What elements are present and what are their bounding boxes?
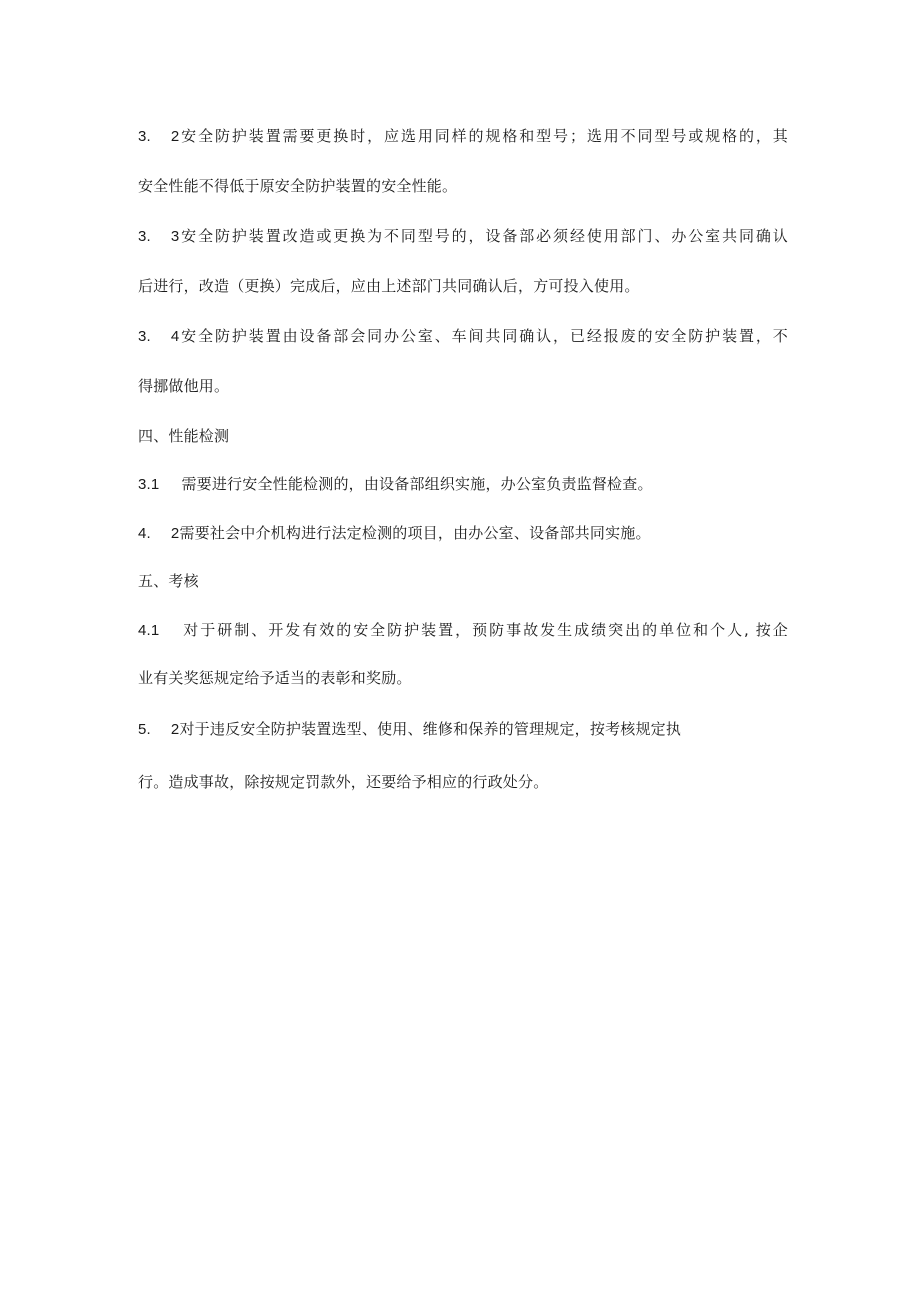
clause-number: 3.1 [138,476,160,493]
clause-number: 3. [138,328,151,345]
clause-text: 安全防护装置改造或更换为不同型号的，设备部必须经使用部门、办公室共同确认 [179,227,788,245]
clause-subnumber: 2 [170,721,180,738]
clause-number: 3. [138,228,151,245]
clause-text: 安全防护装置由设备部会同办公室、车间共同确认，已经报废的安全防护装置，不 [179,327,788,345]
section-5-item-1-line-1 [138,620,788,641]
clause-subnumber: 3 [170,228,180,245]
paragraph-3-3-line-2: 后进行，改造（更换）完成后，应由上述部门共同确认后，方可投入使用。 [138,277,640,295]
section-4-item-2 [138,523,788,544]
paragraph-3-4-line-1 [138,326,788,347]
clause-text: 需要进行安全性能检测的，由设备部组织实施，办公室负责监督检查。 [181,475,653,493]
section-5-item-1-line-2: 业有关奖惩规定给予适当的表彰和奖励。 [138,669,412,687]
clause-text: 对于违反安全防护装置选型、使用、维修和保养的管理规定，按考核规定执 [179,720,682,738]
paragraph-3-4-line-2: 得挪做他用。 [138,377,230,395]
section-5-item-2-line-1 [138,719,788,740]
paragraph-3-3-line-1 [138,226,788,247]
clause-text: 对于研制、开发有效的安全防护装置，预防事故发生成绩突出的单位和个人, 按企 [181,621,788,639]
clause-text: 安全防护装置需要更换时，应选用同样的规格和型号；选用不同型号或规格的，其 [179,127,788,145]
section-5-item-2-line-2: 行。造成事故，除按规定罚款外，还要给予相应的行政处分。 [138,773,549,791]
clause-subnumber: 2 [170,525,180,542]
clause-number: 3. [138,128,151,145]
clause-subnumber: 2 [170,128,180,145]
paragraph-3-2-line-1 [138,126,788,147]
clause-number: 5. [138,721,151,738]
section-4-item-1 [138,474,788,495]
paragraph-3-2-line-2: 安全性能不得低于原安全防护装置的安全性能。 [138,177,458,195]
clause-number: 4. [138,525,151,542]
clause-subnumber: 4 [170,328,180,345]
clause-number: 4.1 [138,622,160,639]
section-heading-4: 四、性能检测 [138,427,230,445]
clause-text: 需要社会中介机构进行法定检测的项目，由办公室、设备部共同实施。 [179,524,651,542]
section-heading-5: 五、考核 [138,572,199,590]
